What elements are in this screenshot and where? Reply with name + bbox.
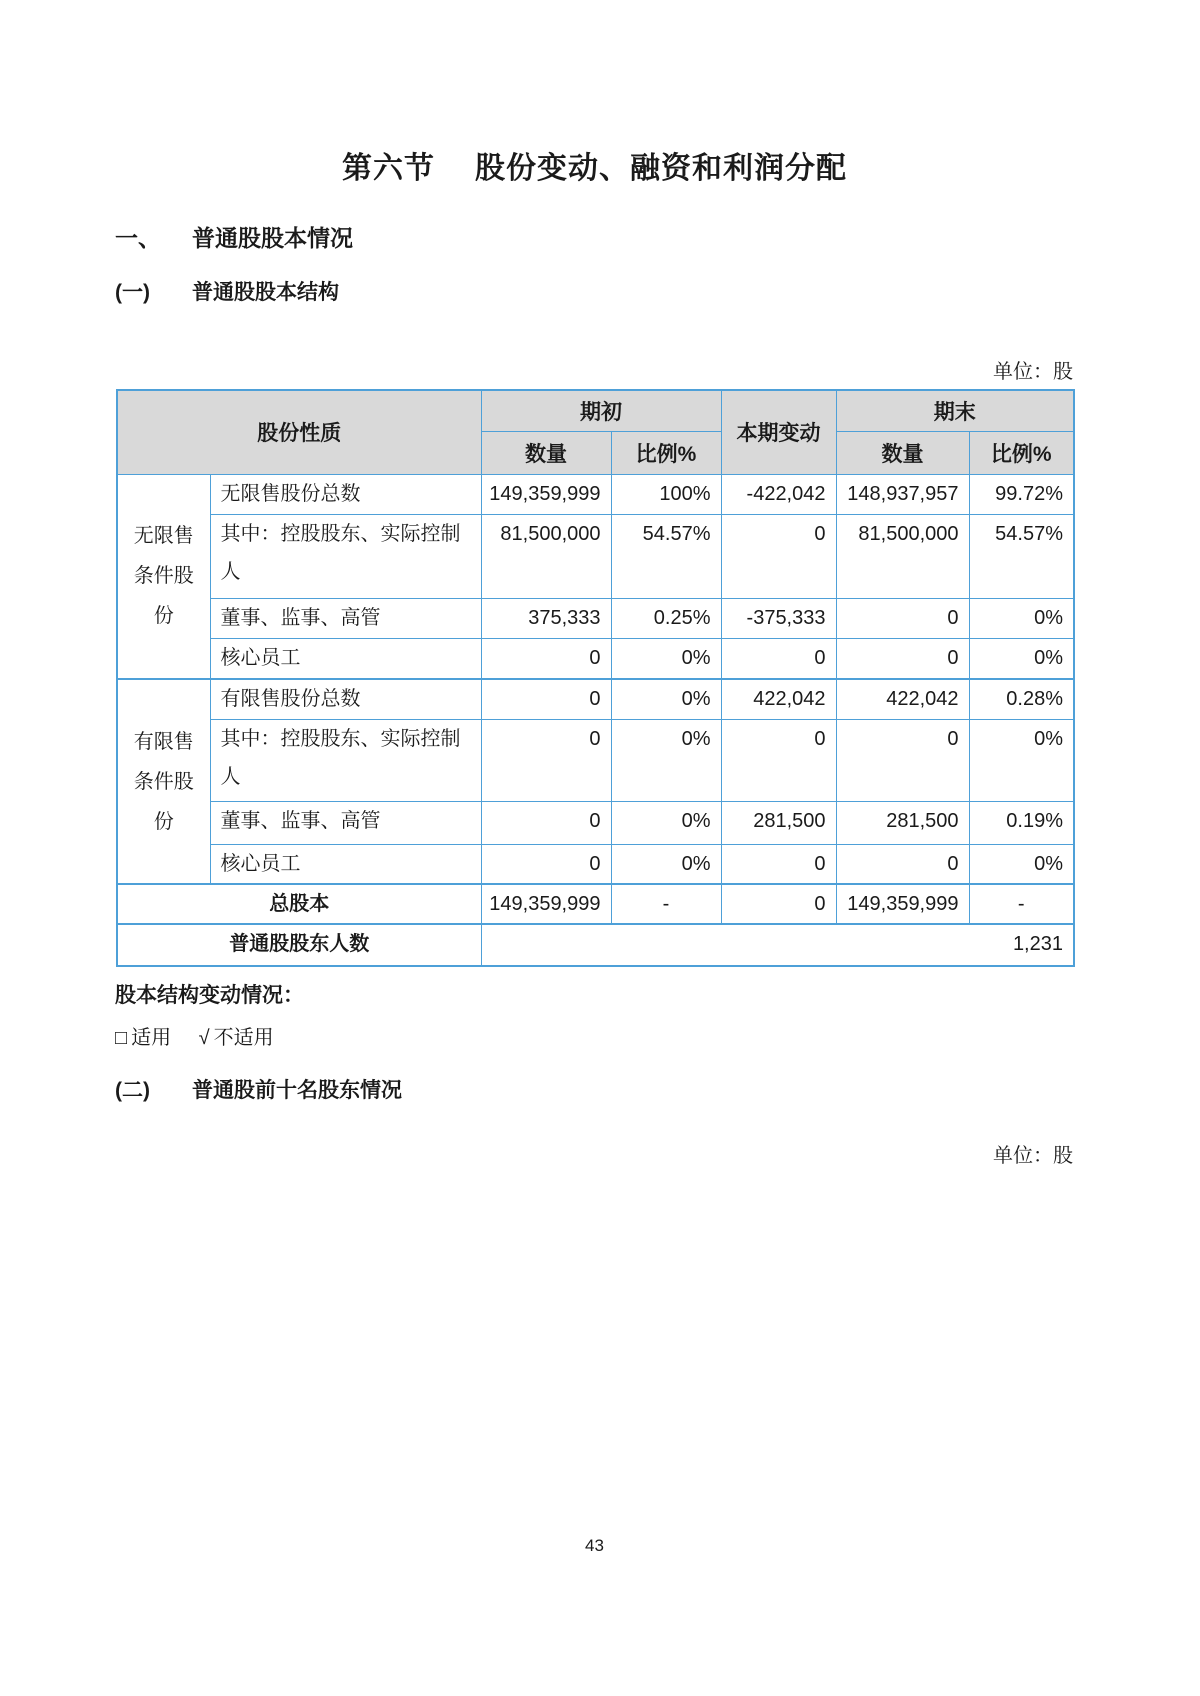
heading-top-ten-shareholders: [115, 1074, 815, 1102]
end-qty-cell: 0: [836, 598, 969, 638]
table-row: [117, 598, 1074, 638]
checkbox-empty-icon: □: [115, 1027, 128, 1049]
table-row: [117, 474, 1074, 514]
not-applicable-label: 不适用: [213, 1027, 274, 1049]
end-qty-cell: 0: [836, 844, 969, 884]
change-cell: -422,042: [721, 474, 836, 514]
begin-ratio-cell: 54.57%: [611, 514, 721, 598]
begin-qty-cell: 0: [481, 844, 611, 884]
begin-ratio-cell: -: [611, 884, 721, 924]
shareholder-count-value: 1,231: [481, 924, 1074, 966]
page-title: [116, 143, 1073, 187]
change-cell: 281,500: [721, 801, 836, 844]
end-ratio-cell: 54.57%: [969, 514, 1074, 598]
begin-qty-cell: 149,359,999: [481, 474, 611, 514]
row-label: 核心员工: [210, 844, 481, 884]
begin-qty-cell: 0: [481, 719, 611, 801]
end-ratio-cell: 99.72%: [969, 474, 1074, 514]
header-period-change: 本期变动: [721, 390, 836, 474]
heading-label: 普通股前十名股东情况: [192, 1079, 402, 1102]
begin-qty-cell: 149,359,999: [481, 884, 611, 924]
table-header-row: [117, 390, 1074, 431]
applicable-label: 适用: [131, 1027, 172, 1049]
row-label: 有限售股份总数: [210, 679, 481, 719]
page-title-section-number: 第六节: [342, 152, 435, 185]
header-begin-quantity: 数量: [481, 431, 611, 474]
share-structure-change-note: 股本结构变动情况：: [115, 984, 304, 1007]
header-begin-ratio: 比例%: [611, 431, 721, 474]
header-end-ratio: 比例%: [969, 431, 1074, 474]
change-cell: 0: [721, 884, 836, 924]
heading-share-structure: [115, 276, 815, 304]
header-beginning: 期初: [481, 390, 721, 431]
change-cell: 422,042: [721, 679, 836, 719]
end-ratio-cell: 0%: [969, 719, 1074, 801]
table-total-row: [117, 884, 1074, 924]
begin-ratio-cell: 0%: [611, 638, 721, 679]
header-ending: 期末: [836, 390, 1074, 431]
end-qty-cell: 149,359,999: [836, 884, 969, 924]
begin-qty-cell: 0: [481, 638, 611, 679]
page-title-text: 股份变动、融资和利润分配: [475, 152, 847, 185]
begin-ratio-cell: 0%: [611, 844, 721, 884]
table-row: [117, 719, 1074, 801]
begin-qty-cell: 81,500,000: [481, 514, 611, 598]
heading-marker: (一): [115, 281, 150, 304]
row-group-restricted: 有限售条件股份: [117, 679, 210, 884]
table-row: [117, 514, 1074, 598]
begin-ratio-cell: 0%: [611, 801, 721, 844]
row-label: 其中：控股股东、实际控制人: [210, 514, 481, 598]
end-qty-cell: 148,937,957: [836, 474, 969, 514]
change-cell: 0: [721, 844, 836, 884]
applicability-line: [115, 1021, 274, 1050]
heading-label: 普通股股本结构: [192, 281, 339, 304]
row-label: 无限售股份总数: [210, 474, 481, 514]
row-label: 董事、监事、高管: [210, 598, 481, 638]
change-cell: 0: [721, 638, 836, 679]
begin-qty-cell: 375,333: [481, 598, 611, 638]
table-row: [117, 679, 1074, 719]
end-ratio-cell: 0%: [969, 844, 1074, 884]
table-row: [117, 638, 1074, 679]
header-share-nature: 股份性质: [117, 390, 481, 474]
heading-label: 普通股股本情况: [192, 225, 353, 251]
row-label: 核心员工: [210, 638, 481, 679]
end-ratio-cell: 0%: [969, 638, 1074, 679]
heading-common-share-capital: [115, 220, 815, 251]
shareholder-count-label: 普通股股东人数: [117, 924, 481, 966]
end-ratio-cell: -: [969, 884, 1074, 924]
end-qty-cell: 281,500: [836, 801, 969, 844]
begin-qty-cell: 0: [481, 801, 611, 844]
heading-marker: 一、: [115, 225, 161, 251]
end-ratio-cell: 0.28%: [969, 679, 1074, 719]
row-label: 其中：控股股东、实际控制人: [210, 719, 481, 801]
page-number: 43: [585, 1536, 604, 1555]
unit-note: 单位：股: [993, 1145, 1073, 1167]
change-cell: 0: [721, 719, 836, 801]
total-share-capital-label: 总股本: [117, 884, 481, 924]
unit-note: 单位：股: [993, 361, 1073, 383]
end-qty-cell: 81,500,000: [836, 514, 969, 598]
begin-ratio-cell: 0%: [611, 679, 721, 719]
header-end-quantity: 数量: [836, 431, 969, 474]
begin-ratio-cell: 100%: [611, 474, 721, 514]
table-holders-row: [117, 924, 1074, 966]
table-row: [117, 801, 1074, 844]
end-qty-cell: 422,042: [836, 679, 969, 719]
end-ratio-cell: 0%: [969, 598, 1074, 638]
change-cell: 0: [721, 514, 836, 598]
begin-qty-cell: 0: [481, 679, 611, 719]
checkmark-icon: √: [198, 1027, 210, 1049]
heading-marker: (二): [115, 1079, 150, 1102]
begin-ratio-cell: 0.25%: [611, 598, 721, 638]
change-cell: -375,333: [721, 598, 836, 638]
end-ratio-cell: 0.19%: [969, 801, 1074, 844]
row-label: 董事、监事、高管: [210, 801, 481, 844]
table-row: [117, 844, 1074, 884]
begin-ratio-cell: 0%: [611, 719, 721, 801]
end-qty-cell: 0: [836, 719, 969, 801]
row-group-unrestricted: 无限售条件股份: [117, 474, 210, 679]
end-qty-cell: 0: [836, 638, 969, 679]
share-structure-table: [116, 389, 1075, 967]
